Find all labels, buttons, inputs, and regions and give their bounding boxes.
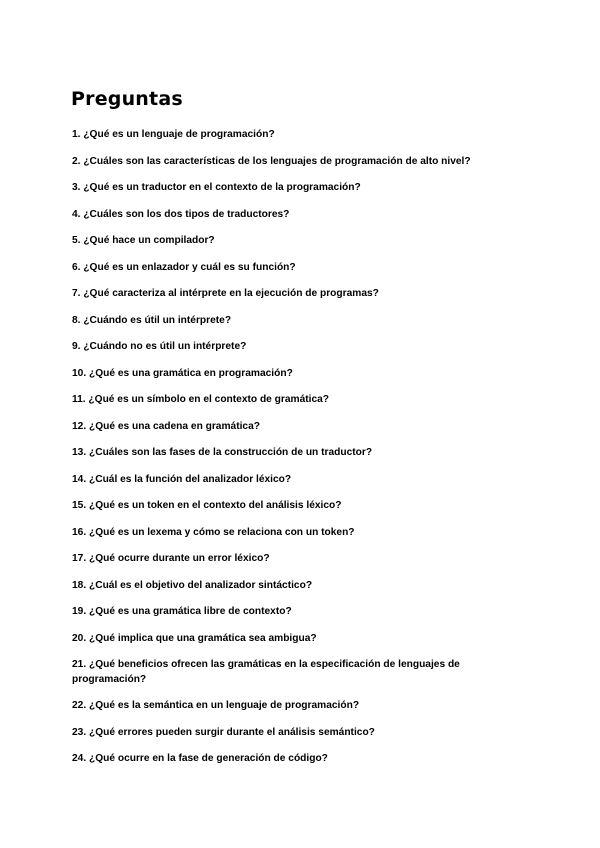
question-item: 20. ¿Qué implica que una gramática sea ambigua? — [72, 632, 317, 644]
question-item: 9. ¿Cuándo no es útil un intérprete? — [72, 341, 247, 352]
question-item: 10. ¿Qué es una gramática en programación? — [72, 367, 293, 379]
question-item: 17. ¿Qué ocurre durante un error léxico? — [72, 553, 270, 564]
question-item: 16. ¿Qué es un lexema y cómo se relaciona con un token? — [72, 526, 355, 538]
question-item: 12. ¿Qué es una cadena en gramática? — [72, 420, 260, 432]
question-item: 3. ¿Qué es un traductor en el contexto de la programación? — [72, 182, 361, 193]
question-item: 6. ¿Qué es un enlazador y cuál es su función? — [72, 261, 296, 273]
question-item: 2. ¿Cuáles son las características de los lenguajes de programación de alto nivel? — [72, 155, 471, 167]
question-item: 24. ¿Qué ocurre en la fase de generación de código? — [72, 753, 328, 764]
question-item: 1. ¿Qué es un lenguaje de programación? — [72, 129, 275, 140]
question-item: 15. ¿Qué es un token en el contexto del análisis léxico? — [72, 500, 342, 511]
question-item: 5. ¿Qué hace un compilador? — [72, 235, 215, 246]
question-item: 19. ¿Qué es una gramática libre de contexto? — [72, 606, 292, 617]
question-item: 4. ¿Cuáles son los dos tipos de traductores? — [72, 208, 290, 220]
question-item: 14. ¿Cuál es la función del analizador léxico? — [72, 473, 292, 485]
question-item: 13. ¿Cuáles son las fases de la construcción de un traductor? — [72, 447, 373, 458]
question-item: 7. ¿Qué caracteriza al intérprete en la ejecución de programas? — [72, 288, 379, 299]
page-title: Preguntas — [71, 88, 183, 110]
question-list — [72, 127, 522, 778]
question-item: 18. ¿Cuál es el objetivo del analizador sintáctico? — [72, 579, 313, 591]
question-item: 11. ¿Qué es un símbolo en el contexto de gramática? — [72, 394, 330, 405]
question-item: 22. ¿Qué es la semántica en un lenguaje de programación? — [72, 700, 360, 711]
question-item: 21. ¿Qué beneficios ofrecen las gramáticas en la especificación de lenguajes de programación? — [72, 659, 460, 685]
question-item: 8. ¿Cuándo es útil un intérprete? — [72, 314, 232, 326]
question-item: 23. ¿Qué errores pueden surgir durante el análisis semántico? — [72, 726, 375, 738]
